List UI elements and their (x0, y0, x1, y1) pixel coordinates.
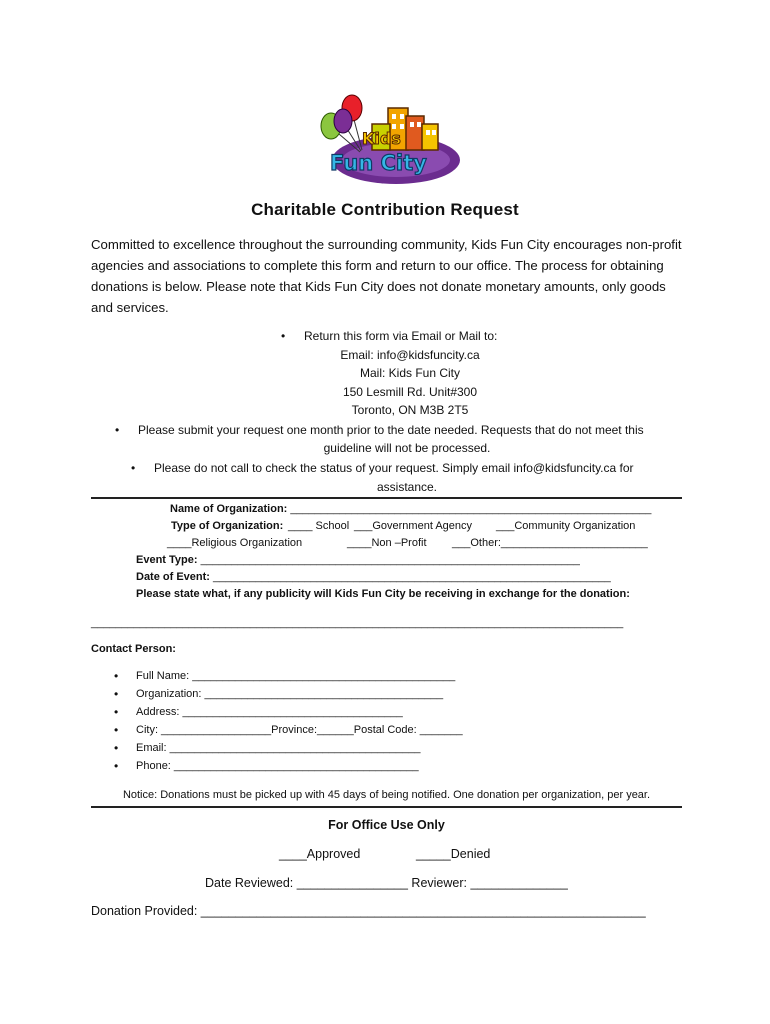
org-name-label: Name of Organization: (170, 503, 288, 515)
org-type-row (171, 518, 283, 535)
kids-fun-city-logo (310, 94, 462, 196)
contact-phone-field[interactable]: • Phone: ________________________________________ (136, 757, 419, 776)
logo-wordmark-top: Kids (362, 129, 401, 148)
org-name-field[interactable]: ___________________________________________________________ (290, 503, 652, 515)
email-line: Email: info@kidsfuncity.ca (340, 348, 480, 362)
event-date-label: Date of Event: (136, 571, 210, 583)
purple-balloon-icon (334, 109, 352, 133)
call-instruction: • Please do not call to check the status of your request. Simply email info@kidsfuncity.ca for (154, 459, 634, 478)
date-reviewed-field[interactable]: Date Reviewed: ________________ Reviewer: ______________ (205, 876, 568, 890)
org-type-other[interactable]: ___Other:________________________ (452, 537, 648, 549)
submit-instruction: • Please submit your request one month prior to the date needed. Requests that do not meet this (138, 421, 644, 440)
logo-wordmark-bottom: Fun City (330, 151, 427, 175)
event-type-row[interactable] (136, 552, 580, 569)
publicity-field[interactable]: _______________________________________________________________________________________ (91, 617, 624, 629)
intro-paragraph: Committed to excellence throughout the surrounding community, Kids Fun City encourages non-profit agencies and associations to complete this form and return to our office. The process for obtaining donations is below. Please note that Kids Fun City does not donate monetary amounts, only goods and services. (91, 237, 682, 315)
event-date-field[interactable]: _________________________________________________________________ (213, 571, 611, 583)
mail-line: Mail: Kids Fun City (359, 366, 461, 380)
publicity-question: Please state what, if any publicity will Kids Fun City be receiving in exchange for the donation: (136, 588, 630, 600)
address-line: 150 Lesmill Rd. Unit#300 (342, 385, 478, 399)
org-type-label: Type of Organization: (171, 520, 284, 532)
submit-instruction-cont: guideline will not be processed. (323, 441, 491, 455)
org-name-row[interactable] (170, 501, 651, 518)
call-instruction-cont: assistance. (376, 480, 438, 494)
event-date-row[interactable] (136, 569, 611, 586)
contact-organization-field[interactable]: • Organization: _______________________________________ (136, 685, 443, 704)
contact-address-field[interactable]: • Address: ____________________________________ (136, 703, 403, 722)
office-use-heading: For Office Use Only (328, 818, 445, 832)
contact-full-name-field[interactable]: • Full Name: ___________________________________________ (136, 667, 455, 686)
city-line: Toronto, ON M3B 2T5 (351, 403, 469, 417)
org-type-nonprofit[interactable]: ____Non –Profit (347, 537, 427, 549)
org-type-community[interactable]: ___Community Organization (496, 520, 636, 532)
donation-provided-field[interactable]: Donation Provided: ________________________________________________________________ (91, 904, 646, 918)
section-divider (91, 497, 682, 499)
contact-city-field[interactable]: • City: __________________Province:______Postal Code: _______ (136, 721, 463, 740)
pickup-notice: Notice: Donations must be picked up with 45 days of being notified. One donation per organization, per year. (122, 789, 651, 801)
contact-heading: Contact Person: (91, 643, 176, 655)
page-title: Charitable Contribution Request (251, 200, 519, 219)
denied-field[interactable]: _____Denied (416, 847, 491, 861)
return-instruction: • Return this form via Email or Mail to: (304, 327, 497, 346)
office-divider (91, 806, 682, 808)
org-type-government[interactable]: ___Government Agency (354, 520, 473, 532)
org-type-school[interactable]: ____ School (288, 520, 350, 532)
event-type-label: Event Type: (136, 554, 198, 566)
approved-field[interactable]: ____Approved (279, 847, 361, 861)
contact-email-field[interactable]: • Email: _________________________________________ (136, 739, 420, 758)
event-type-field[interactable]: ______________________________________________________________ (200, 554, 580, 566)
org-type-religious[interactable]: ____Religious Organization (167, 537, 303, 549)
